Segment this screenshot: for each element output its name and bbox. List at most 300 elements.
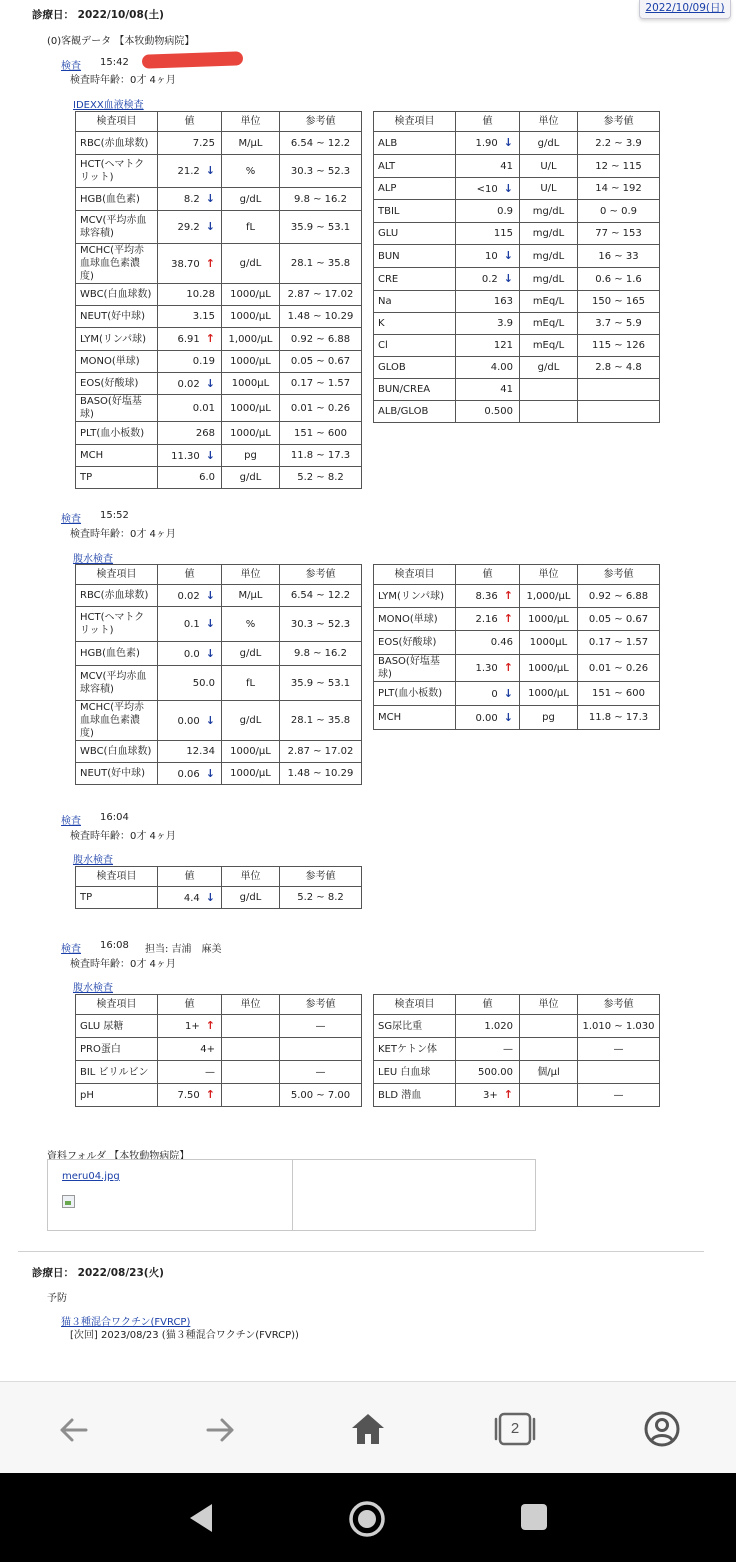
test-unit: % — [222, 155, 280, 188]
test-value: 115 — [493, 228, 513, 239]
test-value-cell — [456, 608, 520, 631]
table-row — [76, 211, 362, 244]
system-home-icon[interactable] — [348, 1500, 386, 1538]
test-value: 1+ — [185, 1021, 200, 1032]
high-arrow-icon: ↑ — [205, 256, 215, 270]
table-row — [76, 306, 362, 328]
column-header: 値 — [456, 995, 520, 1015]
column-header: 参考値 — [280, 565, 362, 585]
reference-range: 115 ~ 126 — [578, 335, 660, 357]
test-item-name: GLOB — [374, 357, 456, 379]
table-row — [374, 379, 660, 401]
test-item-name: HCT(ヘマトクリット) — [76, 155, 158, 188]
test-value: 0.01 — [192, 402, 215, 414]
test-item-name: BASO(好塩基球) — [76, 395, 158, 422]
test-item-name: MCV(平均赤血球容積) — [76, 211, 158, 244]
test-unit — [520, 1015, 578, 1038]
test-item-name: CRE — [374, 268, 456, 291]
column-header: 参考値 — [578, 565, 660, 585]
test-value: 3.15 — [192, 311, 215, 322]
exam-link-1[interactable]: 検査 — [61, 61, 81, 72]
table-row — [374, 357, 660, 379]
visit-separator — [18, 1251, 704, 1252]
test-item-name: EOS(好酸球) — [76, 373, 158, 395]
table-row — [76, 763, 362, 785]
table-row — [374, 268, 660, 291]
table-row — [76, 351, 362, 373]
column-header: 参考値 — [280, 995, 362, 1015]
reference-range: 12 ~ 115 — [578, 155, 660, 178]
test-item-name: PRO蛋白 — [76, 1038, 158, 1061]
browser-nav-bar — [0, 1381, 736, 1474]
low-arrow-icon: ↓ — [503, 249, 513, 262]
reference-range — [578, 401, 660, 423]
test-unit: 1000/μL — [222, 284, 280, 306]
test-value-cell — [158, 155, 222, 188]
test-unit: 1,000/μL — [520, 585, 578, 608]
test-value: — — [205, 1066, 215, 1078]
test-value-cell — [158, 1038, 222, 1061]
table-row — [76, 422, 362, 445]
test-value-cell — [158, 467, 222, 489]
tab-count: 2 — [510, 1420, 520, 1437]
test-value: — — [503, 1043, 513, 1055]
low-arrow-icon: ↓ — [503, 272, 513, 285]
high-arrow-icon: ↑ — [205, 1088, 215, 1101]
table-row — [76, 155, 362, 188]
test-item-name: K — [374, 313, 456, 335]
column-header: 参考値 — [578, 112, 660, 132]
test-unit: g/dL — [520, 132, 578, 155]
test-item-name: GLU — [374, 223, 456, 245]
column-header: 検査項目 — [76, 995, 158, 1015]
table-row — [76, 244, 362, 284]
reference-range: 14 ~ 192 — [578, 178, 660, 200]
home-icon[interactable] — [349, 1411, 387, 1447]
reference-range: 9.8 ~ 16.2 — [280, 188, 362, 211]
test-value-cell — [456, 1015, 520, 1038]
reference-range: 1.48 ~ 10.29 — [280, 763, 362, 785]
table-row — [374, 291, 660, 313]
table-row — [374, 1015, 660, 1038]
test-unit: 1000/μL — [222, 351, 280, 373]
test-unit: mEq/L — [520, 291, 578, 313]
test-value-cell — [456, 1084, 520, 1107]
test-item-name: pH — [76, 1084, 158, 1107]
reference-range: 2.2 ~ 3.9 — [578, 132, 660, 155]
low-arrow-icon: ↓ — [205, 192, 215, 205]
test-unit: mg/dL — [520, 200, 578, 223]
test-value-cell — [158, 666, 222, 701]
low-arrow-icon: ↓ — [205, 588, 215, 602]
reference-range: — — [280, 1015, 362, 1038]
test-unit: 1,000/μL — [222, 328, 280, 351]
reference-range: 5.00 ~ 7.00 — [280, 1084, 362, 1107]
files-box — [47, 1159, 536, 1231]
test-value: 6.0 — [199, 472, 215, 483]
system-back-icon[interactable] — [186, 1501, 216, 1535]
exam-time-3: 16:04 — [100, 812, 129, 823]
back-arrow-icon[interactable] — [56, 1412, 92, 1448]
column-header: 値 — [158, 112, 222, 132]
exam-time-1: 15:42 — [100, 57, 129, 68]
low-arrow-icon: ↓ — [205, 713, 215, 727]
column-header: 値 — [456, 565, 520, 585]
table-row — [76, 132, 362, 155]
test-item-name: RBC(赤血球数) — [76, 585, 158, 607]
test-value: 500.00 — [478, 1066, 513, 1078]
exam-subtitle-4[interactable]: 腹水検査 — [73, 983, 113, 994]
reference-range: 16 ~ 33 — [578, 245, 660, 268]
test-value-cell — [158, 1015, 222, 1038]
test-value-cell — [456, 682, 520, 706]
test-value-cell — [456, 655, 520, 682]
exam-time-4: 16:08 — [100, 940, 129, 951]
test-unit: 1000μL — [520, 631, 578, 655]
reference-range: 6.54 ~ 12.2 — [280, 585, 362, 607]
column-header: 検査項目 — [374, 112, 456, 132]
test-value: 21.2 — [177, 166, 200, 177]
table-header-row — [76, 565, 362, 585]
test-value-cell — [158, 642, 222, 666]
test-value-cell — [158, 422, 222, 445]
table-row — [374, 155, 660, 178]
test-unit: mEq/L — [520, 335, 578, 357]
column-header: 参考値 — [280, 112, 362, 132]
reference-range: 5.2 ~ 8.2 — [280, 467, 362, 489]
test-value: 4.00 — [490, 362, 513, 373]
table-row — [76, 1061, 362, 1084]
high-arrow-icon: ↑ — [205, 332, 215, 345]
ascites-table-right — [373, 564, 660, 730]
test-value-cell — [456, 379, 520, 401]
table-row — [374, 401, 660, 423]
ascites-table-left — [75, 564, 362, 785]
low-arrow-icon: ↓ — [503, 181, 513, 195]
exam-link-2[interactable]: 検査 — [61, 514, 81, 525]
test-value: 0.06 — [177, 768, 200, 780]
test-unit: g/dL — [222, 887, 280, 909]
test-item-name: ALB — [374, 132, 456, 155]
table-row — [76, 666, 362, 701]
test-unit: g/dL — [222, 701, 280, 741]
reference-range: 9.8 ~ 16.2 — [280, 642, 362, 666]
test-value: 163 — [493, 296, 513, 307]
test-item-name: LEU 白血球 — [374, 1061, 456, 1084]
test-value: 0.00 — [475, 712, 498, 724]
test-unit: % — [222, 607, 280, 642]
test-value: 29.2 — [177, 222, 200, 233]
test-value-cell — [158, 445, 222, 467]
test-value: 0.00 — [177, 715, 200, 727]
files-divider — [292, 1160, 293, 1230]
account-icon[interactable] — [643, 1410, 681, 1448]
test-item-name: Cl — [374, 335, 456, 357]
test-value: 0.02 — [177, 590, 200, 602]
table-row — [374, 1038, 660, 1061]
column-header: 単位 — [222, 565, 280, 585]
test-value: 6.91 — [177, 334, 200, 345]
test-item-name: MONO(単球) — [374, 608, 456, 631]
test-item-name: MCV(平均赤血球容積) — [76, 666, 158, 701]
exam-subtitle-2[interactable]: 腹水検査 — [73, 554, 113, 565]
table-row — [76, 585, 362, 607]
table-row — [76, 1084, 362, 1107]
test-value: 12.34 — [186, 746, 215, 757]
column-header: 検査項目 — [76, 565, 158, 585]
reference-range: 0.01 ~ 0.26 — [578, 655, 660, 682]
column-header: 単位 — [520, 112, 578, 132]
test-value-cell — [158, 1061, 222, 1084]
reference-range — [578, 379, 660, 401]
visit-date: 2022/10/08(土) — [77, 9, 164, 21]
test-item-name: BLD 潜血 — [374, 1084, 456, 1107]
exam-staff-4: 担当: 吉浦 麻美 — [145, 944, 222, 955]
test-unit — [222, 1061, 280, 1084]
test-value: 0.2 — [481, 274, 498, 285]
test-value: 121 — [493, 340, 513, 351]
test-value: 2.16 — [475, 614, 498, 625]
reference-range: 0.6 ~ 1.6 — [578, 268, 660, 291]
low-arrow-icon: ↓ — [205, 890, 215, 904]
reference-range: 6.54 ~ 12.2 — [280, 132, 362, 155]
low-arrow-icon: ↓ — [205, 164, 215, 177]
test-unit — [222, 1038, 280, 1061]
table-header-row — [374, 565, 660, 585]
test-value: 41 — [500, 384, 513, 395]
urine-table-right — [373, 994, 660, 1107]
exam-time-2: 15:52 — [100, 510, 129, 521]
exam-link-3[interactable]: 検査 — [61, 816, 81, 827]
table-row — [374, 132, 660, 155]
vaccine-link[interactable]: 猫３種混合ワクチン(FVRCP) — [61, 1317, 191, 1328]
reference-range: 11.8 ~ 17.3 — [578, 706, 660, 730]
test-item-name: PLT(血小板数) — [374, 682, 456, 706]
test-value: 0.46 — [490, 637, 513, 648]
blood-test-table-right — [373, 111, 660, 423]
low-arrow-icon: ↓ — [205, 766, 215, 780]
tabs-button[interactable] — [493, 1411, 537, 1447]
test-item-name: RBC(赤血球数) — [76, 132, 158, 155]
test-value: 8.2 — [183, 194, 200, 205]
table-row — [374, 585, 660, 608]
test-value: 11.30 — [171, 450, 200, 462]
column-header: 単位 — [520, 995, 578, 1015]
test-item-name: BIL ビリルビン — [76, 1061, 158, 1084]
exam-link-4[interactable]: 検査 — [61, 944, 81, 955]
reference-range: 28.1 ~ 35.8 — [280, 244, 362, 284]
column-header: 検査項目 — [76, 112, 158, 132]
reference-range: 0.17 ~ 1.57 — [578, 631, 660, 655]
test-value: 0.02 — [177, 378, 200, 390]
test-unit: mEq/L — [520, 313, 578, 335]
test-unit: fL — [222, 666, 280, 701]
low-arrow-icon: ↓ — [503, 136, 513, 149]
test-unit: 1000μL — [222, 373, 280, 395]
test-value-cell — [456, 1061, 520, 1084]
test-unit — [222, 1015, 280, 1038]
reference-range: 30.3 ~ 52.3 — [280, 155, 362, 188]
test-item-name: WBC(白血球数) — [76, 741, 158, 763]
table-row — [374, 335, 660, 357]
low-arrow-icon: ↓ — [205, 220, 215, 233]
table-row — [374, 245, 660, 268]
test-value-cell — [456, 200, 520, 223]
exam-age-4: 検査時年齢：0才 4ヶ月 — [70, 959, 176, 970]
test-unit: fL — [222, 211, 280, 244]
table-row — [374, 608, 660, 631]
test-unit — [520, 1038, 578, 1061]
column-header: 単位 — [222, 867, 280, 887]
test-value-cell — [456, 401, 520, 423]
test-value-cell — [456, 335, 520, 357]
file-link[interactable]: meru04.jpg — [62, 1171, 120, 1182]
test-item-name: ALP — [374, 178, 456, 200]
test-unit: g/dL — [222, 188, 280, 211]
reference-range: 0 ~ 0.9 — [578, 200, 660, 223]
test-unit: 1000/μL — [222, 395, 280, 422]
test-item-name: HGB(血色素) — [76, 642, 158, 666]
exam-subtitle-3[interactable]: 腹水検査 — [73, 855, 113, 866]
column-header: 検査項目 — [76, 867, 158, 887]
files-title: 資料フォルダ 【本牧動物病院】 — [47, 1151, 190, 1162]
test-unit: U/L — [520, 155, 578, 178]
test-value-cell — [158, 1084, 222, 1107]
test-unit: 1000/μL — [520, 608, 578, 631]
reference-range: 151 ~ 600 — [578, 682, 660, 706]
test-value-cell — [456, 585, 520, 608]
test-value: 10.28 — [186, 289, 215, 300]
broken-image-icon[interactable] — [62, 1195, 75, 1208]
next-date-link[interactable]: 2022/10/09(日) — [639, 0, 731, 19]
table-row — [76, 373, 362, 395]
test-item-name: MONO(単球) — [76, 351, 158, 373]
test-value: 0.1 — [183, 619, 200, 630]
column-header: 値 — [158, 565, 222, 585]
test-item-name: HGB(血色素) — [76, 188, 158, 211]
test-unit — [520, 401, 578, 423]
redaction-mark — [142, 51, 243, 69]
table-row — [76, 467, 362, 489]
test-item-name: EOS(好酸球) — [374, 631, 456, 655]
test-item-name: NEUT(好中球) — [76, 763, 158, 785]
test-value-cell — [158, 887, 222, 909]
test-value: 10 — [485, 251, 498, 262]
test-value-cell — [158, 188, 222, 211]
reference-range — [280, 1038, 362, 1061]
reference-range: 0.92 ~ 6.88 — [280, 328, 362, 351]
reference-range: 35.9 ~ 53.1 — [280, 211, 362, 244]
test-value-cell — [158, 211, 222, 244]
vaccine-next-note: [次回] 2023/08/23 (猫３種混合ワクチン(FVRCP)) — [70, 1330, 299, 1341]
test-value-cell — [158, 741, 222, 763]
test-value: 0 — [491, 688, 498, 700]
test-unit: mg/dL — [520, 245, 578, 268]
forward-arrow-icon[interactable] — [202, 1412, 238, 1448]
test-value-cell — [456, 631, 520, 655]
system-recents-icon[interactable] — [520, 1503, 548, 1531]
reference-range — [578, 1061, 660, 1084]
ascites-tp-table — [75, 866, 362, 909]
test-unit: 1000/μL — [222, 306, 280, 328]
test-item-name: MCHC(平均赤血球血色素濃度) — [76, 244, 158, 284]
test-unit: mg/dL — [520, 223, 578, 245]
test-item-name: KETケトン体 — [374, 1038, 456, 1061]
section-title: (0)客観データ 【本牧動物病院】 — [47, 36, 195, 47]
test-item-name: PLT(血小板数) — [76, 422, 158, 445]
visit-date-header — [32, 7, 164, 22]
visit-date-label: 診療日： — [32, 9, 74, 21]
reference-range: 0.17 ~ 1.57 — [280, 373, 362, 395]
reference-range: 35.9 ~ 53.1 — [280, 666, 362, 701]
low-arrow-icon: ↓ — [205, 617, 215, 630]
high-arrow-icon: ↑ — [503, 612, 513, 625]
reference-range: — — [578, 1038, 660, 1061]
test-value: 1.30 — [475, 663, 498, 674]
visit2-date-header — [32, 1265, 164, 1280]
table-header-row — [76, 995, 362, 1015]
test-value-cell — [456, 155, 520, 178]
table-row — [374, 313, 660, 335]
urine-table-left — [75, 994, 362, 1107]
reference-range: 11.8 ~ 17.3 — [280, 445, 362, 467]
reference-range: 151 ~ 600 — [280, 422, 362, 445]
test-value-cell — [158, 701, 222, 741]
test-unit — [222, 1084, 280, 1107]
reference-range: 0.01 ~ 0.26 — [280, 395, 362, 422]
test-value-cell — [158, 306, 222, 328]
blood-test-table-left — [75, 111, 362, 489]
table-row — [374, 178, 660, 200]
table-row — [76, 1015, 362, 1038]
test-item-name: BUN/CREA — [374, 379, 456, 401]
test-unit — [520, 379, 578, 401]
test-item-name: Na — [374, 291, 456, 313]
low-arrow-icon: ↓ — [503, 710, 513, 724]
table-row — [76, 887, 362, 909]
exam-subtitle-1[interactable]: IDEXX血液検査 — [73, 100, 144, 111]
visit2-date-label: 診療日： — [32, 1267, 74, 1279]
test-item-name: TP — [76, 467, 158, 489]
table-row — [374, 1061, 660, 1084]
test-value-cell — [158, 607, 222, 642]
test-unit: 1000/μL — [520, 682, 578, 706]
test-unit: pg — [520, 706, 578, 730]
test-item-name: BUN — [374, 245, 456, 268]
test-value: 8.36 — [475, 591, 498, 602]
low-arrow-icon: ↓ — [205, 376, 215, 390]
reference-range: 2.87 ~ 17.02 — [280, 284, 362, 306]
reference-range: 1.010 ~ 1.030 — [578, 1015, 660, 1038]
table-header-row — [374, 995, 660, 1015]
table-row — [76, 328, 362, 351]
test-item-name: LYM(リンパ球) — [374, 585, 456, 608]
column-header: 単位 — [222, 112, 280, 132]
test-unit: M/μL — [222, 585, 280, 607]
table-row — [76, 741, 362, 763]
test-item-name: MCHC(平均赤血球血色素濃度) — [76, 701, 158, 741]
test-value-cell — [456, 313, 520, 335]
test-value: 38.70 — [171, 258, 200, 270]
reference-range: 3.7 ~ 5.9 — [578, 313, 660, 335]
test-value: 268 — [195, 427, 215, 439]
table-row — [374, 655, 660, 682]
test-unit: 個/μl — [520, 1061, 578, 1084]
test-value: 0.19 — [192, 356, 215, 367]
exam-age-2: 検査時年齢：0才 4ヶ月 — [70, 529, 176, 540]
table-row — [374, 223, 660, 245]
test-value-cell — [456, 706, 520, 730]
